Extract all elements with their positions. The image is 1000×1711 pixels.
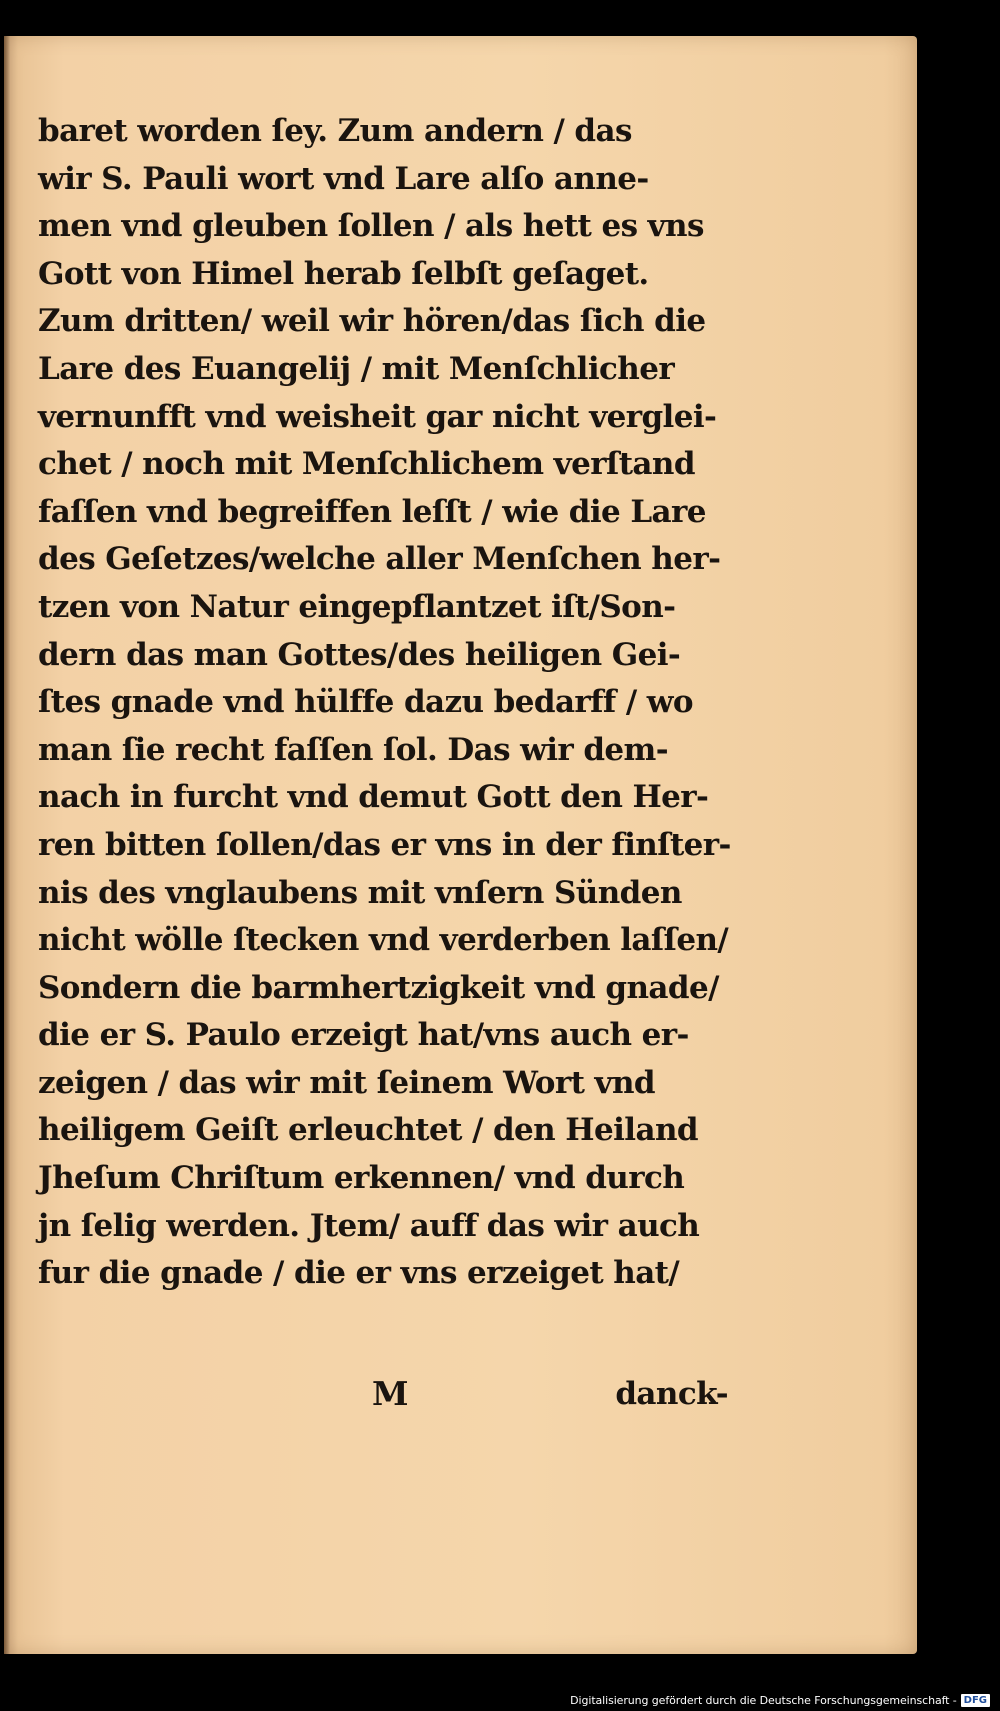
catchword: danck- xyxy=(615,1376,728,1412)
credit-text: Digitalisierung gefördert durch die Deutsche Forschungsgemeinschaft - xyxy=(570,1693,957,1707)
page-foot-row xyxy=(38,1369,728,1419)
text-line: Zum dritten/ weil wir hören/das ſich die xyxy=(38,303,706,340)
text-line: faſſen vnd begreiffen leſſt / wie die Lare xyxy=(38,493,706,530)
text-line: dern das man Gottes/des heiligen Gei- xyxy=(38,636,681,673)
signature-mark: M xyxy=(372,1374,409,1413)
text-line: wir S. Pauli wort vnd Lare alſo anne- xyxy=(38,160,649,197)
text-line: des Geſetzes/welche aller Menſchen her- xyxy=(38,541,721,578)
text-line: jn ſelig werden. Jtem/ auff das wir auch xyxy=(38,1207,700,1244)
text-line: Lare des Euangelij / mit Menſchlicher xyxy=(38,350,675,387)
text-line: Jheſum Chriſtum erkennen/ vnd durch xyxy=(38,1160,685,1197)
text-line: nis des vnglaubens mit vnſern Sünden xyxy=(38,874,682,911)
text-line: man ſie recht faſſen ſol. Das wir dem- xyxy=(38,731,669,768)
text-line: fur die gnade / die er vns erzeiget hat/ xyxy=(38,1255,680,1292)
text-line: die er S. Paulo erzeigt hat/vns auch er- xyxy=(38,1017,689,1054)
text-line: ren bitten ſollen/das er vns in der finſter- xyxy=(38,826,731,863)
scanned-page xyxy=(4,36,917,1654)
text-line: chet / noch mit Menſchlichem verſtand xyxy=(38,446,695,483)
text-line: men vnd gleuben ſollen / als hett es vns xyxy=(38,208,704,245)
text-line: vernunfft vnd weisheit gar nicht verglei- xyxy=(38,398,717,435)
dfg-logo-icon: DFG xyxy=(961,1694,990,1707)
text-line: nach in furcht vnd demut Gott den Her- xyxy=(38,779,709,816)
text-line: baret worden ſey. Zum andern / das xyxy=(38,113,632,149)
text-line: ſtes gnade vnd hülffe dazu bedarff / wo xyxy=(38,684,693,721)
text-line: Gott von Himel herab ſelbſt geſaget. xyxy=(38,255,649,292)
text-line: tzen von Natur eingepflantzet iſt/Son- xyxy=(38,588,676,625)
text-line: nicht wölle ſtecken vnd verderben laſſen/ xyxy=(38,922,729,959)
text-line: heiligem Geiſt erleuchtet / den Heiland xyxy=(38,1112,698,1149)
text-line: Sondern die barmhertzigkeit vnd gnade/ xyxy=(38,969,719,1006)
page-gutter-shadow xyxy=(4,36,10,1654)
digitization-credit xyxy=(570,1692,990,1708)
page-text-block xyxy=(38,108,738,1298)
text-line: zeigen / das wir mit ſeinem Wort vnd xyxy=(38,1064,655,1101)
